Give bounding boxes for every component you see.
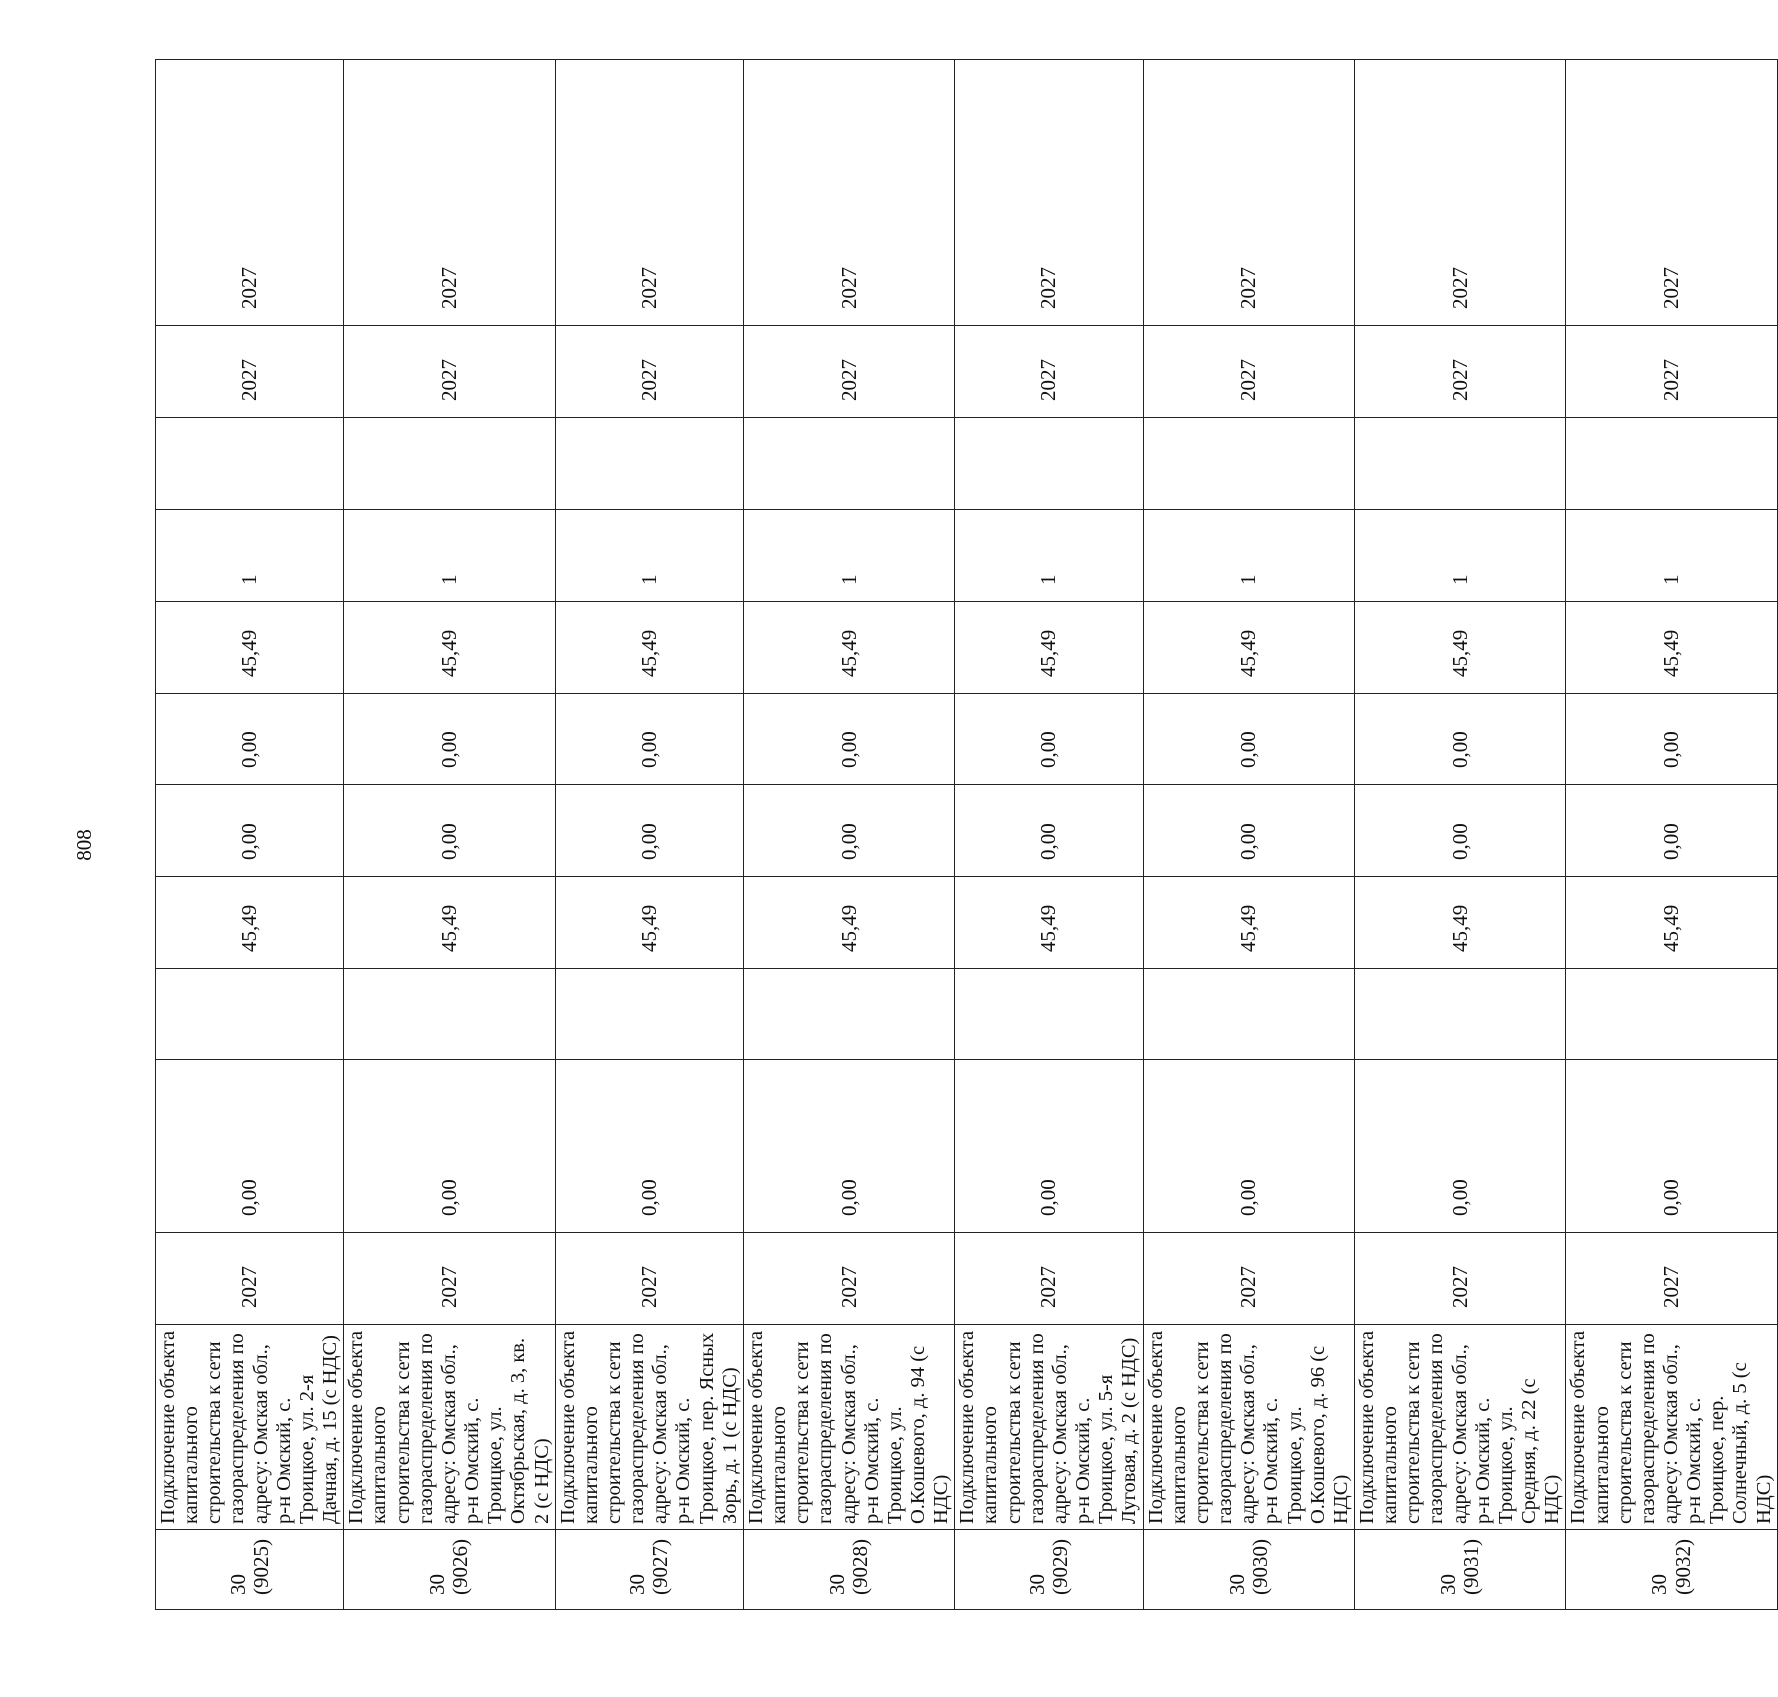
row-code: (9032) <box>1670 1539 1695 1595</box>
cell-value-5: 0,00 <box>1354 694 1565 785</box>
cell-count: 1 <box>156 510 344 602</box>
cell-value-3: 45,49 <box>1566 877 1777 969</box>
cell-number <box>1566 1530 1777 1610</box>
cell-empty <box>555 418 743 510</box>
cell-number <box>1354 1530 1565 1610</box>
table-row <box>156 60 344 1610</box>
cell-year-2: 2027 <box>1566 326 1777 418</box>
table-row <box>743 60 954 1610</box>
cell-value-6: 45,49 <box>344 602 555 694</box>
cell-value-4: 0,00 <box>156 785 344 877</box>
cell-year-2: 2027 <box>555 326 743 418</box>
cell-empty <box>1143 418 1354 510</box>
cell-value-4: 0,00 <box>1354 785 1565 877</box>
cell-year-1: 2027 <box>1566 1233 1777 1325</box>
cell-year-1: 2027 <box>743 1233 954 1325</box>
cell-value-3: 45,49 <box>955 877 1143 969</box>
cell-description: Подключение объекта капитального строительства к сети газораспределения по адресу: Омская обл., р-н Омский, с. Троицкое, ул. 5-я Луговая, д. 2 (с НДС) <box>955 1325 1143 1530</box>
cell-description: Подключение объекта капитального строительства к сети газораспределения по адресу: Омская обл., р-н Омский, с. Троицкое, пер. Ясных Зорь, д. 1 (с НДС) <box>555 1325 743 1530</box>
cell-value-4: 0,00 <box>955 785 1143 877</box>
cell-description: Подключение объекта капитального строительства к сети газораспределения по адресу: Омская обл., р-н Омский, с. Троицкое, ул. Средняя, д. 22 (с НДС) <box>1354 1325 1565 1530</box>
cell-year-1: 2027 <box>1354 1233 1565 1325</box>
row-code: (9027) <box>648 1539 673 1595</box>
cell-empty <box>344 418 555 510</box>
cell-value-2 <box>955 969 1143 1060</box>
cell-value-3: 45,49 <box>344 877 555 969</box>
cell-year-1: 2027 <box>555 1233 743 1325</box>
cell-year-1: 2027 <box>1143 1233 1354 1325</box>
cell-description: Подключение объекта капитального строительства к сети газораспределения по адресу: Омская обл., р-н Омский, с. Троицкое, ул. Октябрьская, д. 3, кв. 2 (с НДС) <box>344 1325 555 1530</box>
cell-value-4: 0,00 <box>743 785 954 877</box>
cell-value-2 <box>344 969 555 1060</box>
cell-value-1: 0,00 <box>344 1060 555 1233</box>
table-row <box>1143 60 1354 1610</box>
row-number: 30 <box>1436 1574 1461 1595</box>
cell-year-3: 2027 <box>955 60 1143 326</box>
row-number: 30 <box>425 1574 450 1595</box>
cell-year-2: 2027 <box>743 326 954 418</box>
cell-value-1: 0,00 <box>1566 1060 1777 1233</box>
cell-value-5: 0,00 <box>1143 694 1354 785</box>
cell-number <box>743 1530 954 1610</box>
cell-year-2: 2027 <box>955 326 1143 418</box>
cell-value-6: 45,49 <box>1143 602 1354 694</box>
page-number: 808 <box>72 829 96 861</box>
table-row <box>1354 60 1565 1610</box>
row-number: 30 <box>1647 1574 1672 1595</box>
row-number: 30 <box>225 1574 250 1595</box>
cell-description: Подключение объекта капитального строительства к сети газораспределения по адресу: Омская обл., р-н Омский, с. Троицкое, ул. О.Кошевого, д. 96 (с НДС) <box>1143 1325 1354 1530</box>
cell-number <box>156 1530 344 1610</box>
cell-value-4: 0,00 <box>344 785 555 877</box>
cell-value-1: 0,00 <box>955 1060 1143 1233</box>
table-row <box>1566 60 1777 1610</box>
row-code: (9030) <box>1247 1539 1272 1595</box>
cell-value-4: 0,00 <box>1566 785 1777 877</box>
cell-value-2 <box>1354 969 1565 1060</box>
cell-description: Подключение объекта капитального строительства к сети газораспределения по адресу: Омская обл., р-н Омский, с. Троицкое, пер. Солнечный, д. 5 (с НДС) <box>1566 1325 1777 1530</box>
row-number: 30 <box>825 1574 850 1595</box>
cell-empty <box>955 418 1143 510</box>
cell-count: 1 <box>1566 510 1777 602</box>
cell-year-2: 2027 <box>156 326 344 418</box>
row-code: (9029) <box>1047 1539 1072 1595</box>
cell-number <box>1143 1530 1354 1610</box>
cell-value-5: 0,00 <box>955 694 1143 785</box>
cell-value-3: 45,49 <box>1143 877 1354 969</box>
cell-value-5: 0,00 <box>1566 694 1777 785</box>
cell-empty <box>1354 418 1565 510</box>
row-code: (9031) <box>1459 1539 1484 1595</box>
row-code: (9028) <box>848 1539 873 1595</box>
table-body <box>156 60 1778 1610</box>
cell-year-3: 2027 <box>344 60 555 326</box>
cell-number <box>555 1530 743 1610</box>
cell-year-2: 2027 <box>1143 326 1354 418</box>
cell-number <box>955 1530 1143 1610</box>
cell-year-3: 2027 <box>743 60 954 326</box>
cell-value-6: 45,49 <box>1566 602 1777 694</box>
cell-value-1: 0,00 <box>743 1060 954 1233</box>
cell-count: 1 <box>555 510 743 602</box>
cell-value-2 <box>156 969 344 1060</box>
cell-description: Подключение объекта капитального строительства к сети газораспределения по адресу: Омская обл., р-н Омский, с. Троицкое, ул. О.Кошевого, д. 94 (с НДС) <box>743 1325 954 1530</box>
cell-empty <box>743 418 954 510</box>
cell-value-4: 0,00 <box>555 785 743 877</box>
cell-value-2 <box>743 969 954 1060</box>
cell-year-2: 2027 <box>1354 326 1565 418</box>
cell-value-2 <box>555 969 743 1060</box>
cell-value-6: 45,49 <box>743 602 954 694</box>
row-number: 30 <box>625 1574 650 1595</box>
cell-value-1: 0,00 <box>555 1060 743 1233</box>
cell-count: 1 <box>955 510 1143 602</box>
row-code: (9026) <box>448 1539 473 1595</box>
cell-count: 1 <box>1143 510 1354 602</box>
cell-value-2 <box>1566 969 1777 1060</box>
cell-year-2: 2027 <box>344 326 555 418</box>
cell-value-1: 0,00 <box>1354 1060 1565 1233</box>
cell-count: 1 <box>743 510 954 602</box>
table-row <box>555 60 743 1610</box>
cell-value-2 <box>1143 969 1354 1060</box>
cell-value-1: 0,00 <box>1143 1060 1354 1233</box>
cell-year-1: 2027 <box>955 1233 1143 1325</box>
cell-value-4: 0,00 <box>1143 785 1354 877</box>
cell-value-5: 0,00 <box>743 694 954 785</box>
cell-number <box>344 1530 555 1610</box>
cell-year-1: 2027 <box>344 1233 555 1325</box>
cell-year-3: 2027 <box>1143 60 1354 326</box>
cell-value-5: 0,00 <box>156 694 344 785</box>
cell-description: Подключение объекта капитального строительства к сети газораспределения по адресу: Омская обл., р-н Омский, с. Троицкое, ул. 2-я Дачная, д. 15 (с НДС) <box>156 1325 344 1530</box>
cell-count: 1 <box>1354 510 1565 602</box>
rotated-page <box>72 80 1775 1610</box>
cell-year-3: 2027 <box>156 60 344 326</box>
table-row <box>955 60 1143 1610</box>
table-row <box>344 60 555 1610</box>
cell-value-6: 45,49 <box>1354 602 1565 694</box>
cell-value-5: 0,00 <box>555 694 743 785</box>
cell-value-5: 0,00 <box>344 694 555 785</box>
row-number: 30 <box>1024 1574 1049 1595</box>
row-number: 30 <box>1224 1574 1249 1595</box>
cell-value-3: 45,49 <box>156 877 344 969</box>
cell-value-6: 45,49 <box>555 602 743 694</box>
row-code: (9025) <box>248 1539 273 1595</box>
cell-year-3: 2027 <box>1566 60 1777 326</box>
cell-value-6: 45,49 <box>955 602 1143 694</box>
cell-year-3: 2027 <box>555 60 743 326</box>
cell-value-3: 45,49 <box>1354 877 1565 969</box>
cell-count: 1 <box>344 510 555 602</box>
cell-value-3: 45,49 <box>555 877 743 969</box>
cell-year-1: 2027 <box>156 1233 344 1325</box>
cell-empty <box>156 418 344 510</box>
cell-empty <box>1566 418 1777 510</box>
cell-value-1: 0,00 <box>156 1060 344 1233</box>
projects-table <box>155 59 1778 1610</box>
cell-value-6: 45,49 <box>156 602 344 694</box>
cell-year-3: 2027 <box>1354 60 1565 326</box>
cell-value-3: 45,49 <box>743 877 954 969</box>
